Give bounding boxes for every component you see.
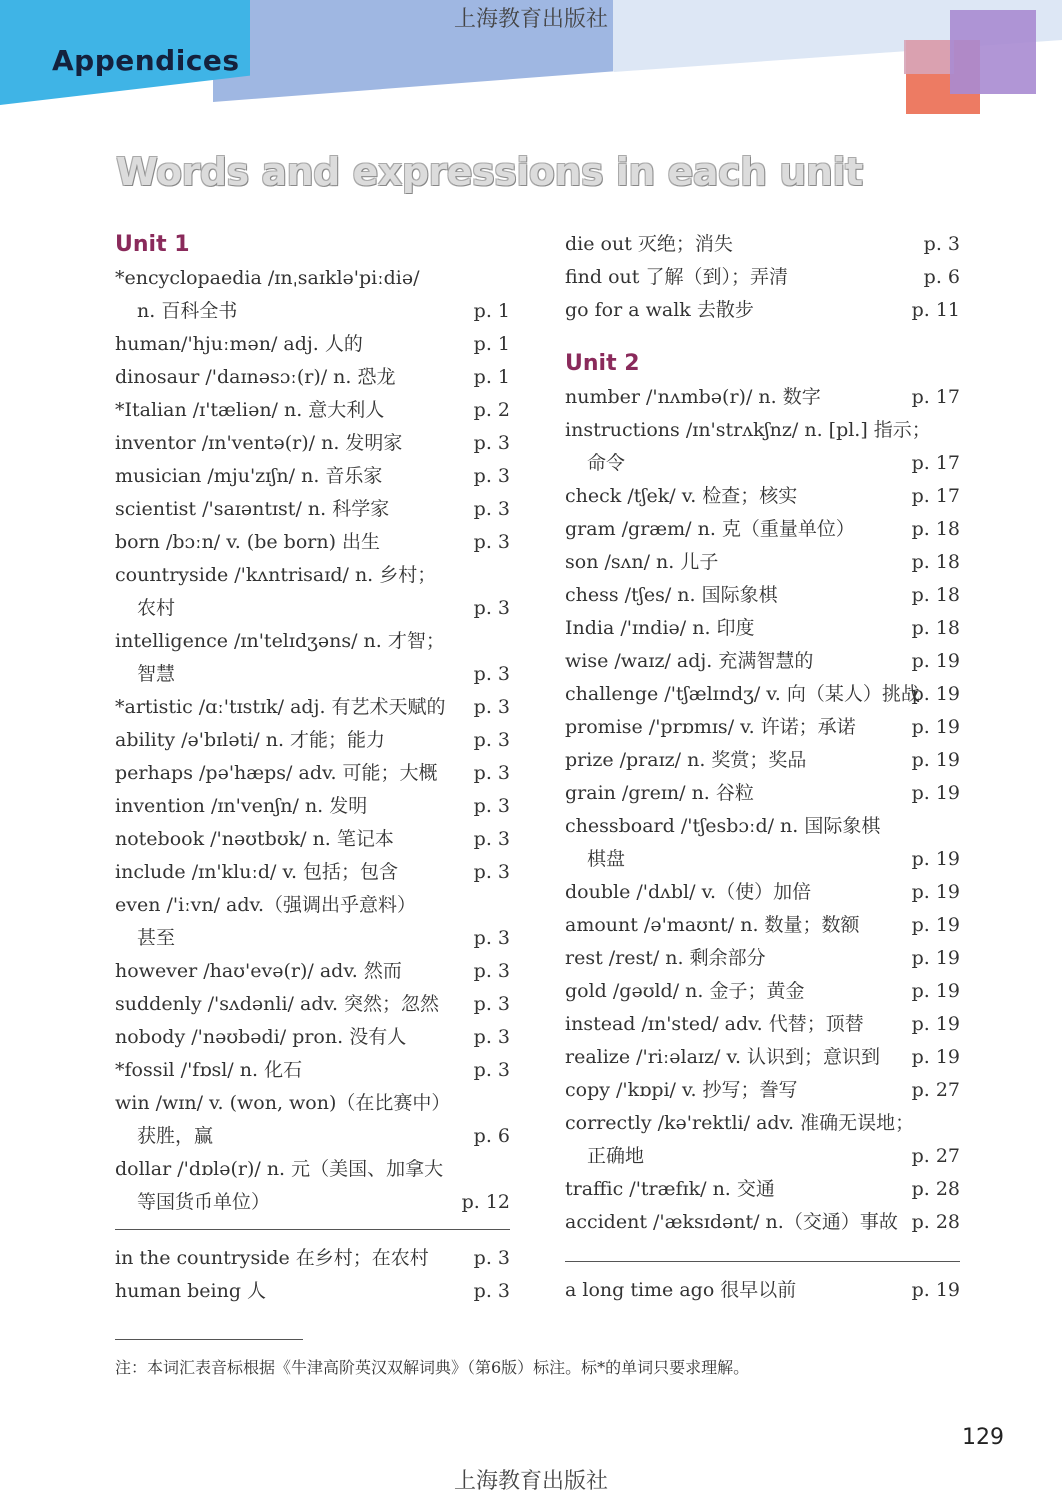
list-item bbox=[115, 592, 510, 625]
left-column bbox=[115, 228, 510, 1308]
entry-text: *encyclopaedia /ɪnˌsaɪklə'piːdiə/ bbox=[115, 267, 420, 289]
entry-text: 农村 bbox=[137, 597, 176, 619]
entry-text: 命令 bbox=[587, 452, 626, 474]
list-item bbox=[115, 526, 510, 559]
entry-page: p. 3 bbox=[923, 233, 960, 255]
list-item bbox=[115, 394, 510, 427]
entry-text: invention /ɪn'venʃn/ n. 发明 bbox=[115, 795, 368, 817]
entry-page: p. 2 bbox=[473, 399, 510, 421]
watermark-bottom: 上海教育出版社 bbox=[453, 1469, 608, 1494]
list-item bbox=[115, 955, 510, 988]
phrase-list bbox=[115, 1242, 510, 1308]
list-item bbox=[115, 460, 510, 493]
list-item bbox=[115, 757, 510, 790]
entry-text: rest /rest/ n. 剩余部分 bbox=[565, 947, 766, 969]
list-item bbox=[565, 513, 960, 546]
entry-text: realize /'riːəlaɪz/ v. 认识到；意识到 bbox=[565, 1046, 881, 1068]
entry-text: 智慧 bbox=[137, 663, 176, 685]
list-item bbox=[115, 427, 510, 460]
list-item bbox=[565, 546, 960, 579]
list-item bbox=[565, 1041, 960, 1074]
entry-page: p. 3 bbox=[473, 465, 510, 487]
entry-page: p. 19 bbox=[911, 914, 960, 936]
entry-page: p. 18 bbox=[911, 617, 960, 639]
vocab-list bbox=[115, 262, 510, 1219]
entry-text: 棋盘 bbox=[587, 848, 626, 870]
list-item bbox=[565, 942, 960, 975]
phrase-list bbox=[565, 1274, 960, 1307]
entry-page: p. 3 bbox=[473, 597, 510, 619]
list-item bbox=[565, 1274, 960, 1307]
entry-page: p. 17 bbox=[911, 452, 960, 474]
list-item bbox=[115, 295, 510, 328]
list-item bbox=[115, 658, 510, 691]
entry-text: perhaps /pə'hæps/ adv. 可能；大概 bbox=[115, 762, 438, 784]
entry-page: p. 1 bbox=[473, 300, 510, 322]
list-item bbox=[115, 691, 510, 724]
entry-text: instead /ɪn'sted/ adv. 代替；顶替 bbox=[565, 1013, 864, 1035]
entry-page: p. 19 bbox=[911, 1013, 960, 1035]
watermark-top: 上海教育出版社 bbox=[453, 7, 608, 32]
entry-page: p. 3 bbox=[473, 498, 510, 520]
list-item bbox=[565, 261, 960, 294]
page-number: 129 bbox=[962, 1425, 1004, 1450]
entry-text: dollar /'dɒlə(r)/ n. 元（美国、加拿大 bbox=[115, 1158, 444, 1180]
entry-text: 甚至 bbox=[137, 927, 176, 949]
unit-heading: Unit 1 bbox=[115, 232, 190, 257]
entry-text: human being 人 bbox=[115, 1280, 267, 1302]
list-item bbox=[565, 381, 960, 414]
list-item bbox=[565, 1008, 960, 1041]
entry-page: p. 19 bbox=[911, 1046, 960, 1068]
entry-text: prize /praɪz/ n. 奖赏；奖品 bbox=[565, 749, 807, 771]
entry-page: p. 12 bbox=[461, 1191, 510, 1213]
entry-text: go for a walk 去散步 bbox=[565, 299, 754, 321]
entry-text: dinosaur /'daɪnəsɔː(r)/ n. 恐龙 bbox=[115, 366, 396, 388]
list-item bbox=[565, 975, 960, 1008]
entry-page: p. 17 bbox=[911, 386, 960, 408]
entry-page: p. 3 bbox=[473, 828, 510, 850]
entry-text: number /'nʌmbə(r)/ n. 数字 bbox=[565, 386, 821, 408]
entry-page: p. 3 bbox=[473, 432, 510, 454]
footnote-divider bbox=[115, 1339, 303, 1340]
list-item bbox=[115, 889, 510, 922]
entry-text: chess /tʃes/ n. 国际象棋 bbox=[565, 584, 778, 606]
entry-page: p. 3 bbox=[473, 1247, 510, 1269]
entry-text: gold /gəʊld/ n. 金子；黄金 bbox=[565, 980, 805, 1002]
entry-text: 正确地 bbox=[587, 1145, 645, 1167]
entry-page: p. 19 bbox=[911, 881, 960, 903]
entry-text: inventor /ɪn'ventə(r)/ n. 发明家 bbox=[115, 432, 403, 454]
list-item bbox=[565, 480, 960, 513]
list-item bbox=[115, 559, 510, 592]
entry-text: find out 了解（到）；弄清 bbox=[565, 266, 788, 288]
list-item bbox=[115, 922, 510, 955]
entry-text: even /'iːvn/ adv.（强调出乎意料） bbox=[115, 894, 417, 916]
entry-page: p. 19 bbox=[911, 947, 960, 969]
entry-page: p. 19 bbox=[911, 1279, 960, 1301]
list-item bbox=[565, 909, 960, 942]
list-item bbox=[115, 1242, 510, 1275]
entry-page: p. 18 bbox=[911, 518, 960, 540]
vocab-list bbox=[565, 381, 960, 1239]
entry-page: p. 3 bbox=[473, 795, 510, 817]
divider bbox=[565, 1261, 960, 1262]
entry-page: p. 6 bbox=[923, 266, 960, 288]
list-item bbox=[565, 645, 960, 678]
list-item bbox=[565, 1107, 960, 1140]
list-item bbox=[115, 988, 510, 1021]
list-item bbox=[115, 361, 510, 394]
entry-text: instructions /ɪn'strʌkʃnz/ n. [pl.] 指示； bbox=[565, 419, 931, 441]
entry-page: p. 17 bbox=[911, 485, 960, 507]
list-item bbox=[115, 1021, 510, 1054]
entry-text: include /ɪn'kluːd/ v. 包括；包含 bbox=[115, 861, 399, 883]
list-item bbox=[115, 1087, 510, 1120]
entry-page: p. 19 bbox=[911, 782, 960, 804]
entry-text: correctly /kə'rektli/ adv. 准确无误地； bbox=[565, 1112, 915, 1134]
entry-page: p. 1 bbox=[473, 366, 510, 388]
list-item bbox=[115, 328, 510, 361]
entry-text: win /wɪn/ v. (won, won)（在比赛中） bbox=[115, 1092, 451, 1114]
entry-page: p. 3 bbox=[473, 1280, 510, 1302]
list-item bbox=[565, 447, 960, 480]
entry-text: 等国货币单位） bbox=[137, 1191, 271, 1213]
right-column bbox=[565, 228, 960, 1307]
entry-text: intelligence /ɪn'telɪdʒəns/ n. 才智； bbox=[115, 630, 445, 652]
entry-text: accident /'æksɪdənt/ n.（交通）事故 bbox=[565, 1211, 898, 1233]
entry-text: promise /'prɒmɪs/ v. 许诺；承诺 bbox=[565, 716, 856, 738]
footnote: 注：本词汇表音标根据《牛津高阶英汉双解词典》（第6版）标注。标*的单词只要求理解。 bbox=[115, 1358, 750, 1377]
list-item bbox=[115, 1054, 510, 1087]
entry-page: p. 3 bbox=[473, 1026, 510, 1048]
entry-text: musician /mju'zɪʃn/ n. 音乐家 bbox=[115, 465, 383, 487]
entry-text: scientist /'saɪəntɪst/ n. 科学家 bbox=[115, 498, 390, 520]
entry-text: countryside /'kʌntrisaɪd/ n. 乡村； bbox=[115, 564, 437, 586]
entry-text: *artistic /ɑː'tɪstɪk/ adj. 有艺术天赋的 bbox=[115, 696, 446, 718]
entry-text: 获胜，赢 bbox=[137, 1125, 214, 1147]
list-item bbox=[565, 1074, 960, 1107]
entry-text: double /'dʌbl/ v.（使）加倍 bbox=[565, 881, 812, 903]
phrase-list bbox=[565, 228, 960, 327]
list-item bbox=[115, 493, 510, 526]
entry-page: p. 18 bbox=[911, 551, 960, 573]
entry-text: in the countryside 在乡村；在农村 bbox=[115, 1247, 429, 1269]
entry-page: p. 3 bbox=[473, 927, 510, 949]
list-item bbox=[115, 1120, 510, 1153]
entry-page: p. 3 bbox=[473, 663, 510, 685]
entry-page: p. 3 bbox=[473, 696, 510, 718]
list-item bbox=[115, 1275, 510, 1308]
entry-text: die out 灭绝；消失 bbox=[565, 233, 733, 255]
entry-page: p. 18 bbox=[911, 584, 960, 606]
entry-text: check /tʃek/ v. 检查；核实 bbox=[565, 485, 798, 507]
list-item bbox=[565, 711, 960, 744]
list-item bbox=[115, 790, 510, 823]
list-item bbox=[565, 843, 960, 876]
entry-text: challenge /'tʃælɪndʒ/ v. 向（某人）挑战 bbox=[565, 683, 920, 705]
entry-text: copy /'kɒpi/ v. 抄写；誊写 bbox=[565, 1079, 798, 1101]
list-item bbox=[115, 856, 510, 889]
list-item bbox=[565, 777, 960, 810]
entry-text: traffic /'træfɪk/ n. 交通 bbox=[565, 1178, 775, 1200]
list-item bbox=[115, 1186, 510, 1219]
entry-page: p. 19 bbox=[911, 716, 960, 738]
list-item bbox=[565, 1206, 960, 1239]
entry-text: a long time ago 很早以前 bbox=[565, 1279, 797, 1301]
entry-text: gram /græm/ n. 克（重量单位） bbox=[565, 518, 855, 540]
list-item bbox=[565, 744, 960, 777]
entry-page: p. 3 bbox=[473, 762, 510, 784]
entry-text: amount /ə'maʊnt/ n. 数量；数额 bbox=[565, 914, 860, 936]
entry-text: however /haʊ'evə(r)/ adv. 然而 bbox=[115, 960, 402, 982]
entry-text: n. 百科全书 bbox=[137, 300, 238, 322]
entry-text: grain /greɪn/ n. 谷粒 bbox=[565, 782, 754, 804]
entry-page: p. 28 bbox=[911, 1211, 960, 1233]
entry-text: India /'ɪndiə/ n. 印度 bbox=[565, 617, 755, 639]
list-item bbox=[115, 625, 510, 658]
entry-page: p. 3 bbox=[473, 861, 510, 883]
list-item bbox=[115, 1153, 510, 1186]
list-item bbox=[565, 612, 960, 645]
entry-page: p. 19 bbox=[911, 650, 960, 672]
section-label: Appendices bbox=[52, 44, 240, 77]
list-item bbox=[565, 1173, 960, 1206]
entry-text: *fossil /'fɒsl/ n. 化石 bbox=[115, 1059, 303, 1081]
entry-page: p. 11 bbox=[911, 299, 960, 321]
list-item bbox=[565, 228, 960, 261]
entry-text: nobody /'nəʊbədi/ pron. 没有人 bbox=[115, 1026, 407, 1048]
entry-text: born /bɔːn/ v. (be born) 出生 bbox=[115, 531, 381, 553]
entry-text: chessboard /'tʃesbɔːd/ n. 国际象棋 bbox=[565, 815, 881, 837]
entry-text: *Italian /ɪ'tæliən/ n. 意大利人 bbox=[115, 399, 385, 421]
decorative-square-pink bbox=[904, 40, 954, 74]
entry-page: p. 3 bbox=[473, 729, 510, 751]
entry-page: p. 3 bbox=[473, 960, 510, 982]
list-item bbox=[115, 262, 510, 295]
entry-page: p. 27 bbox=[911, 1145, 960, 1167]
entry-page: p. 1 bbox=[473, 333, 510, 355]
entry-page: p. 19 bbox=[911, 848, 960, 870]
entry-text: suddenly /'sʌdənli/ adv. 突然；忽然 bbox=[115, 993, 440, 1015]
entry-page: p. 3 bbox=[473, 993, 510, 1015]
list-item bbox=[565, 414, 960, 447]
unit-heading: Unit 2 bbox=[565, 351, 640, 376]
page-title: Words and expressions in each unit bbox=[116, 150, 863, 194]
entry-text: wise /waɪz/ adj. 充满智慧的 bbox=[565, 650, 814, 672]
entry-text: son /sʌn/ n. 儿子 bbox=[565, 551, 719, 573]
list-item bbox=[115, 724, 510, 757]
entry-page: p. 3 bbox=[473, 1059, 510, 1081]
entry-page: p. 6 bbox=[473, 1125, 510, 1147]
list-item bbox=[565, 678, 960, 711]
entry-page: p. 27 bbox=[911, 1079, 960, 1101]
entry-text: notebook /'nəʊtbʊk/ n. 笔记本 bbox=[115, 828, 394, 850]
list-item bbox=[115, 823, 510, 856]
list-item bbox=[565, 579, 960, 612]
list-item bbox=[565, 294, 960, 327]
entry-page: p. 19 bbox=[911, 980, 960, 1002]
entry-page: p. 3 bbox=[473, 531, 510, 553]
divider bbox=[115, 1229, 510, 1230]
entry-page: p. 19 bbox=[911, 683, 960, 705]
entry-page: p. 28 bbox=[911, 1178, 960, 1200]
list-item bbox=[565, 1140, 960, 1173]
entry-page: p. 19 bbox=[911, 749, 960, 771]
list-item bbox=[565, 876, 960, 909]
list-item bbox=[565, 810, 960, 843]
entry-text: ability /ə'bɪləti/ n. 才能；能力 bbox=[115, 729, 386, 751]
entry-text: human/'hjuːmən/ adj. 人的 bbox=[115, 333, 363, 355]
